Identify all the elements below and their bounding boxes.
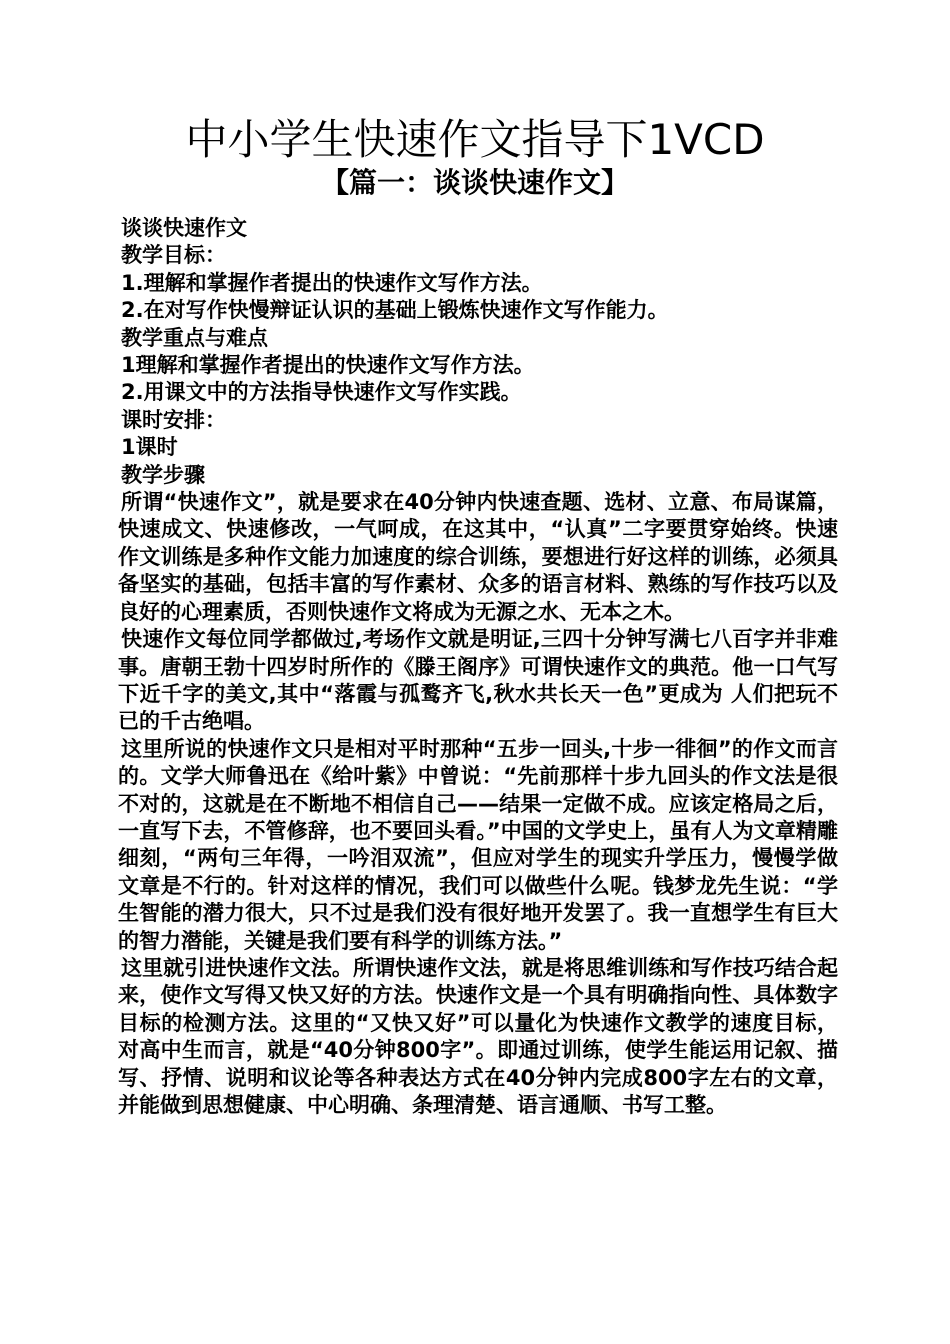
paragraph-3: 这里所说的快速作文只是相对平时那种“五步一回头,十步一徘徊”的作文而言的。文学大师鲁迅在《给叶紫》中曾说：“先前那样十步九回头的作文法是很不对的，这就是在不断地不相信自己——结果一定做不成。应该定格局之后，一直写下去，不管修辞，也不要回头看。”中国的文学史上，虽有人为文章精雕细刻，“两句三年得，一吟泪双流”，但应对学生的现实升学压力，慢慢学做文章是不行的。针对这样的情况，我们可以做些什么呢。钱梦龙先生说：“学生智能的潜力很大，只不过是我们没有很好地开发罢了。我一直想学生有巨大的智力潜能，关键是我们要有科学的训练方法。”	[118, 736, 838, 953]
paragraph-4: 这里就引进快速作文法。所谓快速作文法，就是将思维训练和写作技巧结合起来，使作文写得又快又好的方法。快速作文是一个具有明确指向性、具体数字目标的检测方法。这里的“又快又好”可以量化为快速作文教学的速度目标，对高中生而言，就是“40分钟800字”。即通过训练，使学生能运用记叙、描写、抒情、说明和议论等各种表达方式在40分钟内完成800字左右的文章，并能做到思想健康、中心明确、条理清楚、语言通顺、书写工整。	[118, 955, 838, 1117]
steps-label: 教学步骤	[121, 462, 205, 487]
goal-item-1: 1.理解和掌握作者提出的快速作文写作方法。	[121, 270, 543, 295]
section-heading: 谈谈快速作文	[121, 216, 247, 240]
focus-item-2: 2.用课文中的方法指导快速作文写作实践。	[121, 380, 522, 405]
document-subtitle: 【篇一：谈谈快速作文】	[320, 166, 629, 199]
focus-item-1: 1理解和掌握作者提出的快速作文写作方法。	[121, 353, 535, 378]
paragraph-1: 所谓“快速作文”，就是要求在40分钟内快速查题、选材、立意、布局谋篇，快速成文、快速修改，一气呵成，在这其中，“认真”二字要贯穿始终。快速作文训练是多种作文能力加速度的综合训练，要想进行好这样的训练，必须具备坚实的基础，包括丰富的写作素材、众多的语言材料、熟练的写作技巧以及良好的心理素质，否则快速作文将成为无源之水、无本之木。	[118, 490, 838, 624]
focus-label: 教学重点与难点	[121, 325, 268, 350]
document-title: 中小学生快速作文指导下1VCD	[185, 115, 765, 164]
schedule-value: 1课时	[121, 435, 178, 460]
paragraph-2: 快速作文每位同学都做过,考场作文就是明证,三四十分钟写满七八百字并非难事。唐朝王勃十四岁时所作的《滕王阁序》可谓快速作文的典范。他一口气写下近千字的美文,其中“落霞与孤鹜齐飞,秋水共长天一色”更成为 人们把玩不已的千古绝唱。	[118, 627, 838, 734]
goals-label: 教学目标：	[121, 243, 226, 268]
schedule-label: 课时安排：	[121, 407, 226, 432]
document-body	[118, 215, 838, 1119]
goal-item-2: 2.在对写作快慢辩证认识的基础上锻炼快速作文写作能力。	[121, 298, 669, 323]
